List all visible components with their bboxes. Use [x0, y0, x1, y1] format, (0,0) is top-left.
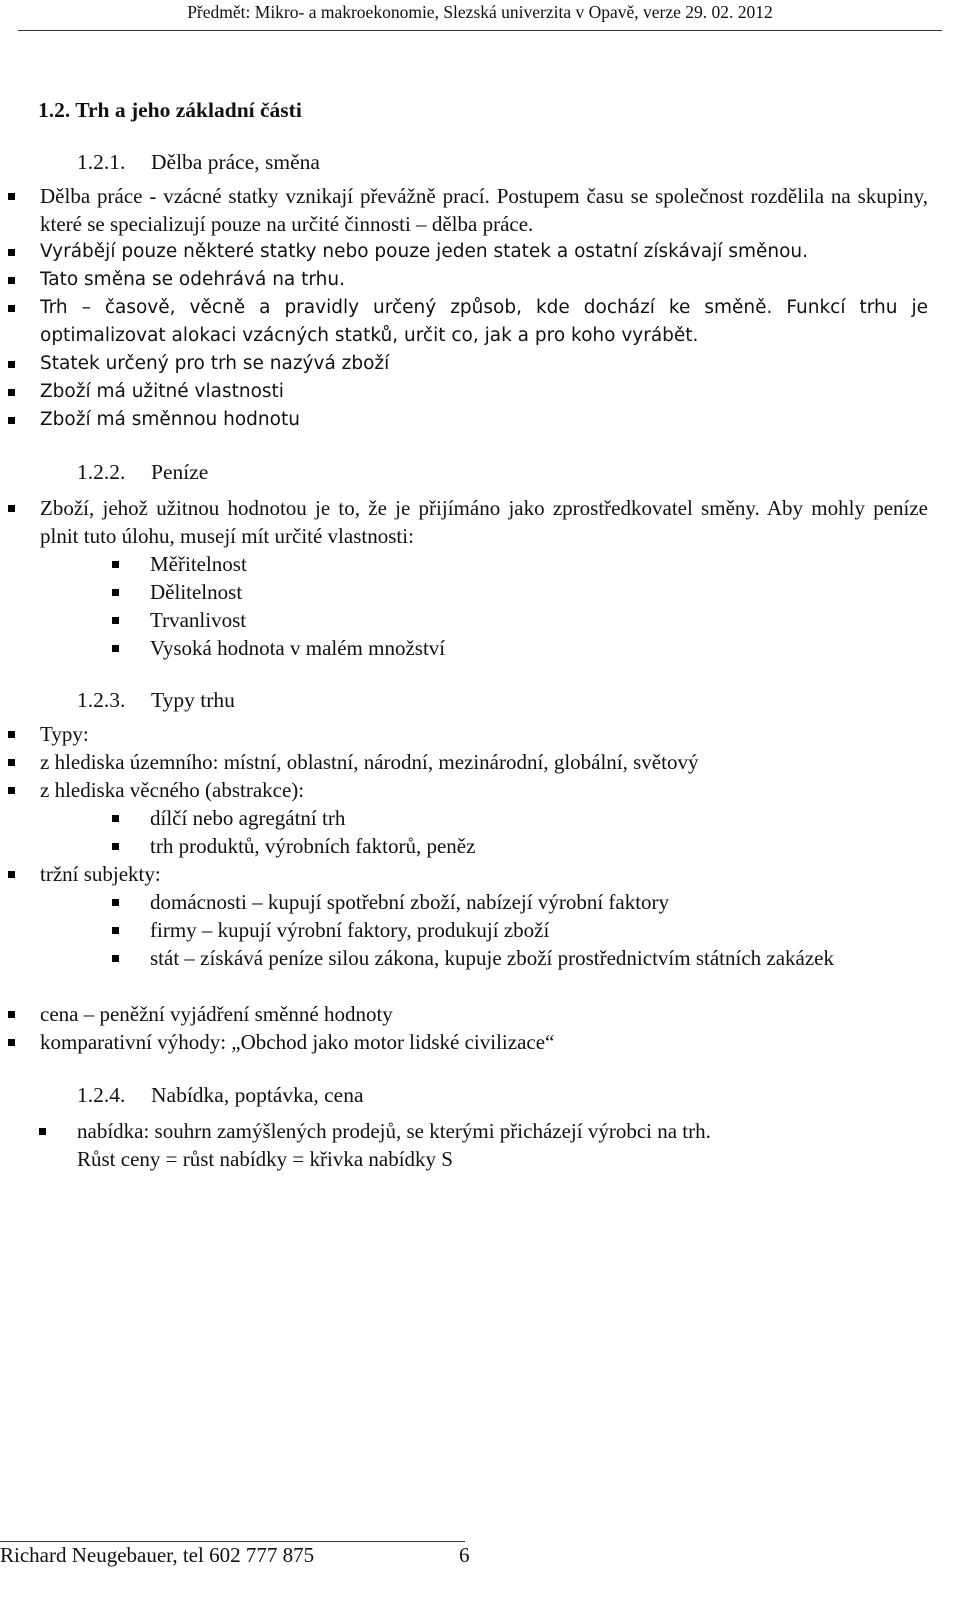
list-item: z hlediska územního: místní, oblastní, národní, mezinárodní, globální, světový	[40, 748, 928, 776]
subsection-number: 1.2.1.	[77, 150, 126, 174]
nested-list-item: dílčí nebo agregátní trh	[150, 804, 928, 832]
list-item: tržní subjekty:	[40, 860, 928, 888]
list-item: komparativní výhody: „Obchod jako motor lidské civilizace“	[40, 1028, 928, 1056]
list-item: Zboží má užitné vlastnosti	[40, 378, 928, 406]
nested-list-item: Vysoká hodnota v malém množství	[150, 634, 928, 662]
subsection-number: 1.2.4.	[77, 1083, 126, 1107]
subsection-heading-1-2-3	[77, 686, 235, 714]
footer-author: Richard Neugebauer, tel 602 777 875	[0, 1543, 315, 1567]
nested-list-item: Trvanlivost	[150, 606, 928, 634]
subsection-heading-1-2-1	[77, 148, 320, 176]
nested-list-item: domácnosti – kupují spotřební zboží, nabízejí výrobní faktory	[150, 888, 928, 916]
page-number: 6	[459, 1543, 470, 1567]
page-footer	[0, 1541, 470, 1569]
list-item: Zboží má směnnou hodnotu	[40, 406, 928, 434]
subsection-heading-1-2-4	[77, 1081, 364, 1109]
subsection-number: 1.2.3.	[77, 688, 126, 712]
nested-list-item: trh produktů, výrobních faktorů, peněz	[150, 832, 928, 860]
list-item: Zboží, jehož užitnou hodnotou je to, že je přijímáno jako zprostředkovatel směny. Aby mohly peníze plnit tuto úlohu, musejí mít určité vlastnosti:	[40, 496, 928, 548]
nested-list-item: stát – získává peníze silou zákona, kupuje zboží prostřednictvím státních zakázek	[150, 944, 928, 972]
list-item-continuation: Růst ceny = růst nabídky = křivka nabídky S	[77, 1147, 453, 1171]
list-item: Trh – časově, věcně a pravidly určený způsob, kde dochází ke směně. Funkcí trhu je optimalizovat alokaci vzácných statků, určit co, jak a pro koho vyrábět.	[40, 294, 928, 350]
subsection-title: Peníze	[151, 460, 209, 484]
list-item: Typy:	[40, 720, 928, 748]
page-header: Předmět: Mikro- a makroekonomie, Slezská univerzita v Opavě, verze 29. 02. 2012	[187, 2, 773, 22]
list-item: nabídka: souhrn zamýšlených prodejů, se kterými přicházejí výrobci na trh.	[77, 1117, 928, 1145]
list-item: Dělba práce - vzácné statky vznikají převážně prací. Postupem času se společnost rozdělila na skupiny, které se specializují pouze na určité činnosti – dělba práce.	[40, 184, 928, 236]
nested-list-item: firmy – kupují výrobní faktory, produkují zboží	[150, 916, 928, 944]
nested-list-item: Měřitelnost	[150, 550, 928, 578]
section-heading: 1.2. Trh a jeho základní části	[38, 98, 302, 122]
subsection-title: Nabídka, poptávka, cena	[151, 1083, 364, 1107]
list-item: Statek určený pro trh se nazývá zboží	[40, 350, 928, 378]
nested-list-item: Dělitelnost	[150, 578, 928, 606]
list-item: Tato směna se odehrává na trhu.	[40, 266, 928, 294]
subsection-title: Dělba práce, směna	[151, 150, 320, 174]
subsection-number: 1.2.2.	[77, 460, 126, 484]
list-item: cena – peněžní vyjádření směnné hodnoty	[40, 1000, 928, 1028]
subsection-heading-1-2-2	[77, 458, 208, 486]
header-rule	[18, 30, 942, 31]
list-item: Vyrábějí pouze některé statky nebo pouze jeden statek a ostatní získávají směnou.	[40, 238, 928, 266]
subsection-title: Typy trhu	[151, 688, 235, 712]
list-item: z hlediska věcného (abstrakce):	[40, 776, 928, 804]
